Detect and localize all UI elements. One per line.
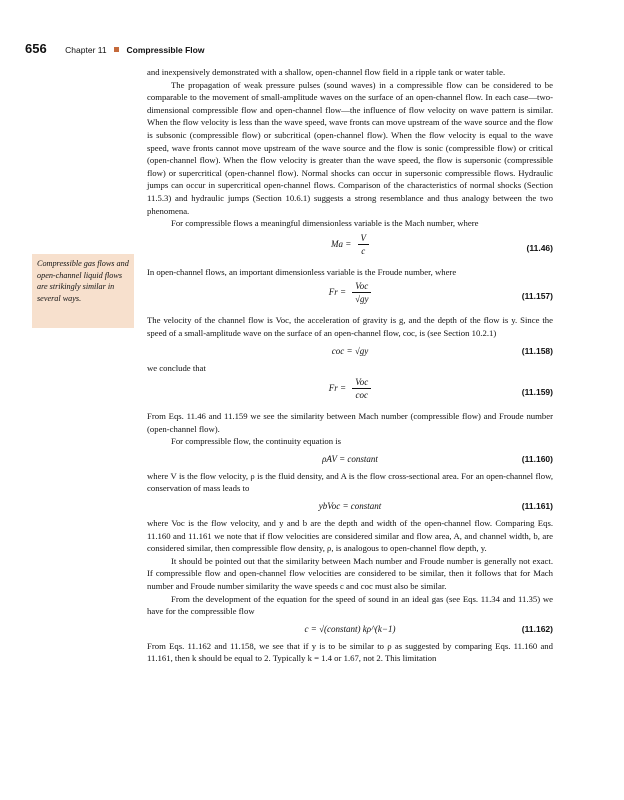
eq-expression: ρAV = constant (322, 453, 378, 464)
eq-expression: ybVoc = constant (318, 501, 382, 512)
paragraph: where V is the flow velocity, ρ is the fluid density, and A is the flow cross-sectional area. For an open-channel flow, conservation of mass leads to (147, 470, 553, 494)
eq-denominator: c (361, 245, 366, 256)
eq-denominator: coc (355, 390, 369, 401)
eq-numerator: Voc (352, 376, 371, 389)
paragraph: For compressible flows a meaningful dimensionless variable is the Mach number, where (171, 218, 479, 229)
eq-lhs: Fr = (328, 287, 347, 298)
main-text (147, 66, 553, 665)
eq-lhs: Fr = (328, 383, 347, 394)
paragraph: In open-channel flows, an important dimensionless variable is the Froude number, where (147, 266, 457, 277)
equation-11-162 (147, 620, 553, 638)
paragraph: From Eqs. 11.162 and 11.158, we see that if y is to be similar to ρ as suggested by comparing Eqs. 11.160 and 11.161, then k should be equal to 2. Typically k = 1.4 or 1.67, not 2. This limitation (147, 640, 553, 664)
eq-numerator: V (358, 232, 370, 245)
equation-number: (11.161) (521, 501, 553, 512)
running-header (25, 40, 604, 58)
paragraph: The velocity of the channel flow is Voc, the acceleration of gravity is g, and the depth of the flow is y. Since the speed of a small-amplitude wave on the surface of an open-channel flow, coc, is (see Section 10.2.1) (147, 315, 553, 338)
eq-lhs: Ma = (330, 238, 352, 249)
equation-11-160 (147, 450, 553, 468)
margin-note: Compressible gas flows and open-channel liquid flows are strikingly similar in several ways. (32, 254, 134, 328)
equation-number: (11.158) (521, 345, 553, 356)
equation-11-159 (147, 376, 553, 408)
paragraph: The propagation of weak pressure pulses (sound waves) in a compressible flow can be considered to be comparable to the movement of small-amplitude waves on the surface of an open-channel flow. In each case—two-dimensional compressible flow and open-channel flow—the influence of flow velocity on wave pattern is similar. When the flow velocity is less than the wave speed, wave fronts can move upstream of the wave source and the flow is subsonic (compressible flow) or subcritical (open-channel flow). When the flow velocity is equal to the wave speed, wave fronts cannot move upstream of the wave source and the flow is sonic (compressible flow) or critical (open-channel flow). When the flow velocity is greater than the wave speed, the flow is supersonic (compressible flow) or supercritical (open-channel flow). Normal shocks can occur in supersonic compressible flows. Hydraulic jumps can occur in supercritical open-channel flows. Comparison of the characteristics of normal shocks (Section 11.5.3) and hydraulic jumps (Section 10.6.1) suggests a strong resemblance and thus analogy between the two phenomena. (147, 79, 553, 216)
equation-11-158 (147, 342, 553, 360)
paragraph: From the development of the equation for the speed of sound in an ideal gas (see Eqs. 11.34 and 11.35) we have for the compressible flow (147, 593, 553, 617)
paragraph: It should be pointed out that the similarity between Mach number and Froude number is generally not exact. If compressible flow and open-channel flow velocities are considered to be similar, then it follows that for Mach number and Froude number similarity the wave speeds c and coc must also be similar. (147, 555, 553, 592)
paragraph: and inexpensively demonstrated with a shallow, open-channel flow field in a ripple tank or water table. (147, 67, 506, 77)
equation-number: (11.160) (521, 453, 553, 464)
eq-expression: c = √(constant) kρ^(k−1) (304, 623, 396, 634)
paragraph: From Eqs. 11.46 and 11.159 we see the similarity between Mach number (compressible flow) and Froude number (open-channel flow). (147, 411, 553, 434)
eq-denominator: √gy (355, 294, 369, 305)
paragraph: where Voc is the flow velocity, and y and b are the depth and width of the open-channel flow. Comparing Eqs. 11.160 and 11.161 we note that if flow velocities are considered similar and flow area, A, and channel width, b, are considered similar, then compressible flow density, ρ, is analogous to open-channel flow depth, y. (147, 518, 553, 554)
eq-numerator: Voc (352, 280, 371, 293)
equation-number: (11.157) (521, 291, 553, 302)
equation-11-157 (147, 280, 553, 312)
section-title: Compressible Flow (126, 45, 205, 55)
eq-expression: coc = √gy (331, 345, 369, 356)
header-square-icon (114, 47, 119, 52)
equation-number: (11.162) (521, 623, 553, 634)
paragraph: we conclude that (147, 362, 206, 373)
equation-11-161 (147, 497, 553, 515)
equation-11-46 (147, 232, 553, 264)
paragraph: For compressible flow, the continuity equation is (171, 436, 342, 447)
equation-number: (11.46) (526, 242, 553, 253)
equation-number: (11.159) (521, 387, 553, 398)
page-number: 656 (25, 41, 47, 56)
chapter-label: Chapter 11 (65, 45, 107, 55)
